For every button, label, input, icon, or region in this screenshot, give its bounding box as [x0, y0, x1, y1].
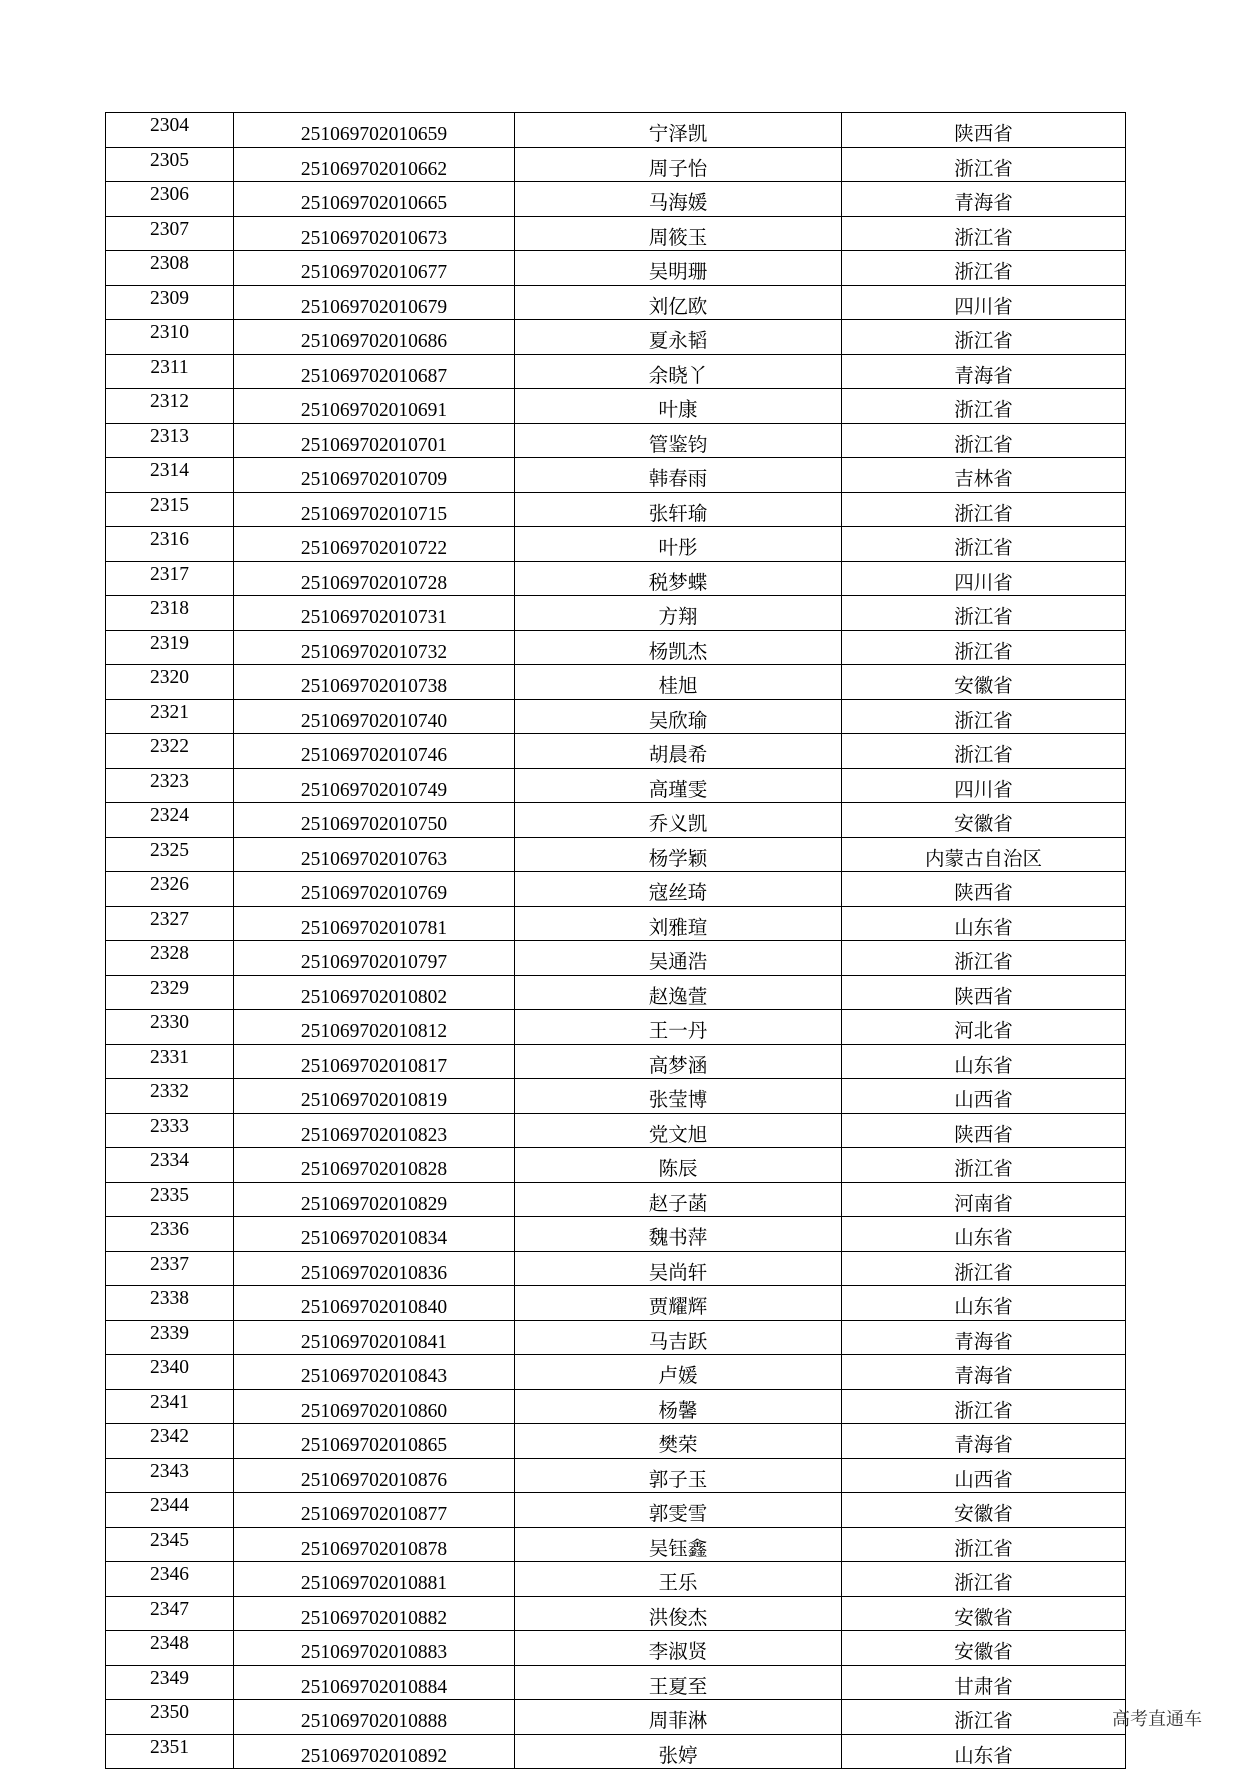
- row-number-cell: 2335: [106, 1182, 234, 1217]
- province-cell: 浙江省: [842, 492, 1126, 527]
- row-number-cell: 2327: [106, 906, 234, 941]
- student-name-cell: 李淑贤: [515, 1631, 842, 1666]
- province-cell: 浙江省: [842, 1527, 1126, 1562]
- row-number-cell: 2309: [106, 285, 234, 320]
- student-name-cell: 马吉跃: [515, 1320, 842, 1355]
- row-number-cell: 2339: [106, 1320, 234, 1355]
- row-number-cell: 2336: [106, 1217, 234, 1252]
- student-name-cell: 宁泽凯: [515, 113, 842, 148]
- province-cell: 安徽省: [842, 803, 1126, 838]
- row-number-cell: 2304: [106, 113, 234, 148]
- table-row: [106, 561, 1126, 596]
- exam-id-cell: 251069702010740: [234, 699, 515, 734]
- table-row: [106, 1251, 1126, 1286]
- province-cell: 浙江省: [842, 320, 1126, 355]
- province-cell: 陕西省: [842, 113, 1126, 148]
- province-cell: 陕西省: [842, 975, 1126, 1010]
- province-cell: 安徽省: [842, 1596, 1126, 1631]
- table-row: [106, 113, 1126, 148]
- student-name-cell: 郭雯雪: [515, 1493, 842, 1528]
- table-row: [106, 1148, 1126, 1183]
- row-number-cell: 2325: [106, 837, 234, 872]
- table-row: [106, 1286, 1126, 1321]
- exam-id-cell: 251069702010865: [234, 1424, 515, 1459]
- table-row: [106, 1389, 1126, 1424]
- table-row: [106, 147, 1126, 182]
- exam-id-cell: 251069702010892: [234, 1734, 515, 1769]
- province-cell: 浙江省: [842, 423, 1126, 458]
- exam-id-cell: 251069702010769: [234, 872, 515, 907]
- student-name-cell: 杨馨: [515, 1389, 842, 1424]
- exam-id-cell: 251069702010797: [234, 941, 515, 976]
- row-number-cell: 2313: [106, 423, 234, 458]
- table-row: [106, 492, 1126, 527]
- exam-id-cell: 251069702010860: [234, 1389, 515, 1424]
- student-name-cell: 吴明珊: [515, 251, 842, 286]
- province-cell: 山东省: [842, 1044, 1126, 1079]
- exam-id-cell: 251069702010662: [234, 147, 515, 182]
- exam-id-cell: 251069702010781: [234, 906, 515, 941]
- table-row: [106, 182, 1126, 217]
- student-name-cell: 吴尚轩: [515, 1251, 842, 1286]
- row-number-cell: 2316: [106, 527, 234, 562]
- student-name-cell: 张莹博: [515, 1079, 842, 1114]
- province-cell: 内蒙古自治区: [842, 837, 1126, 872]
- exam-id-cell: 251069702010763: [234, 837, 515, 872]
- student-name-cell: 魏书萍: [515, 1217, 842, 1252]
- row-number-cell: 2310: [106, 320, 234, 355]
- province-cell: 浙江省: [842, 1389, 1126, 1424]
- province-cell: 吉林省: [842, 458, 1126, 493]
- table-row: [106, 803, 1126, 838]
- exam-id-cell: 251069702010881: [234, 1562, 515, 1597]
- table-row: [106, 1734, 1126, 1769]
- student-name-cell: 吴通浩: [515, 941, 842, 976]
- table-row: [106, 527, 1126, 562]
- exam-id-cell: 251069702010749: [234, 768, 515, 803]
- row-number-cell: 2344: [106, 1493, 234, 1528]
- exam-id-cell: 251069702010876: [234, 1458, 515, 1493]
- exam-id-cell: 251069702010841: [234, 1320, 515, 1355]
- admission-roster-table: [105, 112, 1126, 1769]
- exam-id-cell: 251069702010882: [234, 1596, 515, 1631]
- exam-id-cell: 251069702010673: [234, 216, 515, 251]
- row-number-cell: 2340: [106, 1355, 234, 1390]
- province-cell: 四川省: [842, 285, 1126, 320]
- student-name-cell: 杨凯杰: [515, 630, 842, 665]
- student-name-cell: 刘雅瑄: [515, 906, 842, 941]
- student-name-cell: 叶彤: [515, 527, 842, 562]
- province-cell: 浙江省: [842, 1148, 1126, 1183]
- student-name-cell: 党文旭: [515, 1113, 842, 1148]
- table-row: [106, 1700, 1126, 1735]
- row-number-cell: 2319: [106, 630, 234, 665]
- province-cell: 浙江省: [842, 1251, 1126, 1286]
- table-row: [106, 941, 1126, 976]
- row-number-cell: 2312: [106, 389, 234, 424]
- row-number-cell: 2317: [106, 561, 234, 596]
- province-cell: 浙江省: [842, 699, 1126, 734]
- table-row: [106, 354, 1126, 389]
- table-row: [106, 837, 1126, 872]
- row-number-cell: 2320: [106, 665, 234, 700]
- row-number-cell: 2345: [106, 1527, 234, 1562]
- row-number-cell: 2346: [106, 1562, 234, 1597]
- province-cell: 浙江省: [842, 1562, 1126, 1597]
- table-row: [106, 1355, 1126, 1390]
- province-cell: 浙江省: [842, 1700, 1126, 1735]
- table-row: [106, 1044, 1126, 1079]
- exam-id-cell: 251069702010884: [234, 1665, 515, 1700]
- exam-id-cell: 251069702010722: [234, 527, 515, 562]
- student-name-cell: 周筱玉: [515, 216, 842, 251]
- student-name-cell: 马海媛: [515, 182, 842, 217]
- table-row: [106, 975, 1126, 1010]
- table-row: [106, 1596, 1126, 1631]
- exam-id-cell: 251069702010823: [234, 1113, 515, 1148]
- exam-id-cell: 251069702010843: [234, 1355, 515, 1390]
- student-name-cell: 税梦蝶: [515, 561, 842, 596]
- province-cell: 陕西省: [842, 1113, 1126, 1148]
- province-cell: 河北省: [842, 1010, 1126, 1045]
- table-row: [106, 389, 1126, 424]
- row-number-cell: 2329: [106, 975, 234, 1010]
- province-cell: 山西省: [842, 1079, 1126, 1114]
- exam-id-cell: 251069702010728: [234, 561, 515, 596]
- table-row: [106, 1562, 1126, 1597]
- student-name-cell: 桂旭: [515, 665, 842, 700]
- row-number-cell: 2308: [106, 251, 234, 286]
- table-row: [106, 320, 1126, 355]
- student-name-cell: 高梦涵: [515, 1044, 842, 1079]
- exam-id-cell: 251069702010834: [234, 1217, 515, 1252]
- student-name-cell: 洪俊杰: [515, 1596, 842, 1631]
- student-name-cell: 夏永韬: [515, 320, 842, 355]
- province-cell: 安徽省: [842, 1631, 1126, 1666]
- province-cell: 陕西省: [842, 872, 1126, 907]
- row-number-cell: 2322: [106, 734, 234, 769]
- province-cell: 安徽省: [842, 1493, 1126, 1528]
- row-number-cell: 2337: [106, 1251, 234, 1286]
- exam-id-cell: 251069702010731: [234, 596, 515, 631]
- province-cell: 浙江省: [842, 734, 1126, 769]
- student-name-cell: 胡晨希: [515, 734, 842, 769]
- student-name-cell: 王乐: [515, 1562, 842, 1597]
- exam-id-cell: 251069702010709: [234, 458, 515, 493]
- province-cell: 河南省: [842, 1182, 1126, 1217]
- exam-id-cell: 251069702010687: [234, 354, 515, 389]
- province-cell: 四川省: [842, 768, 1126, 803]
- exam-id-cell: 251069702010802: [234, 975, 515, 1010]
- exam-id-cell: 251069702010836: [234, 1251, 515, 1286]
- row-number-cell: 2341: [106, 1389, 234, 1424]
- student-name-cell: 张轩瑜: [515, 492, 842, 527]
- row-number-cell: 2311: [106, 354, 234, 389]
- table-row: [106, 216, 1126, 251]
- province-cell: 山东省: [842, 1734, 1126, 1769]
- exam-id-cell: 251069702010883: [234, 1631, 515, 1666]
- exam-id-cell: 251069702010746: [234, 734, 515, 769]
- table-row: [106, 1665, 1126, 1700]
- row-number-cell: 2321: [106, 699, 234, 734]
- student-name-cell: 周菲淋: [515, 1700, 842, 1735]
- row-number-cell: 2306: [106, 182, 234, 217]
- table-row: [106, 1113, 1126, 1148]
- row-number-cell: 2347: [106, 1596, 234, 1631]
- student-name-cell: 樊荣: [515, 1424, 842, 1459]
- exam-id-cell: 251069702010817: [234, 1044, 515, 1079]
- student-name-cell: 周子怡: [515, 147, 842, 182]
- row-number-cell: 2348: [106, 1631, 234, 1666]
- row-number-cell: 2334: [106, 1148, 234, 1183]
- province-cell: 浙江省: [842, 216, 1126, 251]
- student-name-cell: 乔义凯: [515, 803, 842, 838]
- row-number-cell: 2305: [106, 147, 234, 182]
- exam-id-cell: 251069702010677: [234, 251, 515, 286]
- table-row: [106, 1079, 1126, 1114]
- student-name-cell: 余晓丫: [515, 354, 842, 389]
- province-cell: 浙江省: [842, 527, 1126, 562]
- exam-id-cell: 251069702010738: [234, 665, 515, 700]
- exam-id-cell: 251069702010679: [234, 285, 515, 320]
- table-row: [106, 768, 1126, 803]
- row-number-cell: 2332: [106, 1079, 234, 1114]
- exam-id-cell: 251069702010686: [234, 320, 515, 355]
- table-row: [106, 1217, 1126, 1252]
- table-row: [106, 906, 1126, 941]
- student-name-cell: 管鉴钧: [515, 423, 842, 458]
- exam-id-cell: 251069702010812: [234, 1010, 515, 1045]
- table-row: [106, 285, 1126, 320]
- student-name-cell: 赵子菡: [515, 1182, 842, 1217]
- exam-id-cell: 251069702010701: [234, 423, 515, 458]
- table-row: [106, 1458, 1126, 1493]
- student-name-cell: 张婷: [515, 1734, 842, 1769]
- table-row: [106, 1320, 1126, 1355]
- row-number-cell: 2349: [106, 1665, 234, 1700]
- row-number-cell: 2350: [106, 1700, 234, 1735]
- exam-id-cell: 251069702010665: [234, 182, 515, 217]
- student-name-cell: 卢媛: [515, 1355, 842, 1390]
- table-row: [106, 458, 1126, 493]
- province-cell: 浙江省: [842, 389, 1126, 424]
- exam-id-cell: 251069702010732: [234, 630, 515, 665]
- exam-id-cell: 251069702010750: [234, 803, 515, 838]
- exam-id-cell: 251069702010888: [234, 1700, 515, 1735]
- row-number-cell: 2326: [106, 872, 234, 907]
- table-row: [106, 1631, 1126, 1666]
- exam-id-cell: 251069702010819: [234, 1079, 515, 1114]
- table-row: [106, 1493, 1126, 1528]
- province-cell: 青海省: [842, 1355, 1126, 1390]
- row-number-cell: 2333: [106, 1113, 234, 1148]
- province-cell: 浙江省: [842, 596, 1126, 631]
- province-cell: 山东省: [842, 1286, 1126, 1321]
- province-cell: 四川省: [842, 561, 1126, 596]
- table-row: [106, 665, 1126, 700]
- table-row: [106, 734, 1126, 769]
- student-name-cell: 吴钰鑫: [515, 1527, 842, 1562]
- exam-id-cell: 251069702010877: [234, 1493, 515, 1528]
- student-name-cell: 陈辰: [515, 1148, 842, 1183]
- row-number-cell: 2307: [106, 216, 234, 251]
- province-cell: 青海省: [842, 354, 1126, 389]
- watermark-text: 高考直通车: [1112, 1709, 1202, 1730]
- student-name-cell: 韩春雨: [515, 458, 842, 493]
- province-cell: 浙江省: [842, 251, 1126, 286]
- row-number-cell: 2324: [106, 803, 234, 838]
- table-row: [106, 1527, 1126, 1562]
- table-row: [106, 699, 1126, 734]
- student-name-cell: 王一丹: [515, 1010, 842, 1045]
- province-cell: 青海省: [842, 1320, 1126, 1355]
- table-row: [106, 1424, 1126, 1459]
- student-name-cell: 吴欣瑜: [515, 699, 842, 734]
- row-number-cell: 2318: [106, 596, 234, 631]
- row-number-cell: 2315: [106, 492, 234, 527]
- student-name-cell: 寇丝琦: [515, 872, 842, 907]
- student-name-cell: 郭子玉: [515, 1458, 842, 1493]
- exam-id-cell: 251069702010659: [234, 113, 515, 148]
- student-name-cell: 方翔: [515, 596, 842, 631]
- row-number-cell: 2328: [106, 941, 234, 976]
- exam-id-cell: 251069702010878: [234, 1527, 515, 1562]
- roster-body: [106, 113, 1126, 1769]
- row-number-cell: 2351: [106, 1734, 234, 1769]
- table-row: [106, 1010, 1126, 1045]
- row-number-cell: 2323: [106, 768, 234, 803]
- exam-id-cell: 251069702010715: [234, 492, 515, 527]
- province-cell: 青海省: [842, 1424, 1126, 1459]
- province-cell: 浙江省: [842, 941, 1126, 976]
- row-number-cell: 2331: [106, 1044, 234, 1079]
- row-number-cell: 2343: [106, 1458, 234, 1493]
- exam-id-cell: 251069702010691: [234, 389, 515, 424]
- table-row: [106, 872, 1126, 907]
- province-cell: 甘肃省: [842, 1665, 1126, 1700]
- table-row: [106, 596, 1126, 631]
- province-cell: 安徽省: [842, 665, 1126, 700]
- student-name-cell: 贾耀辉: [515, 1286, 842, 1321]
- province-cell: 山东省: [842, 1217, 1126, 1252]
- student-name-cell: 赵逸萱: [515, 975, 842, 1010]
- table-row: [106, 1182, 1126, 1217]
- province-cell: 浙江省: [842, 630, 1126, 665]
- province-cell: 青海省: [842, 182, 1126, 217]
- exam-id-cell: 251069702010840: [234, 1286, 515, 1321]
- student-name-cell: 杨学颖: [515, 837, 842, 872]
- student-name-cell: 叶康: [515, 389, 842, 424]
- student-name-cell: 王夏至: [515, 1665, 842, 1700]
- table-row: [106, 251, 1126, 286]
- table-row: [106, 630, 1126, 665]
- province-cell: 山西省: [842, 1458, 1126, 1493]
- student-name-cell: 高瑾雯: [515, 768, 842, 803]
- table-row: [106, 423, 1126, 458]
- student-name-cell: 刘亿欧: [515, 285, 842, 320]
- province-cell: 山东省: [842, 906, 1126, 941]
- exam-id-cell: 251069702010829: [234, 1182, 515, 1217]
- row-number-cell: 2314: [106, 458, 234, 493]
- province-cell: 浙江省: [842, 147, 1126, 182]
- exam-id-cell: 251069702010828: [234, 1148, 515, 1183]
- row-number-cell: 2342: [106, 1424, 234, 1459]
- row-number-cell: 2330: [106, 1010, 234, 1045]
- row-number-cell: 2338: [106, 1286, 234, 1321]
